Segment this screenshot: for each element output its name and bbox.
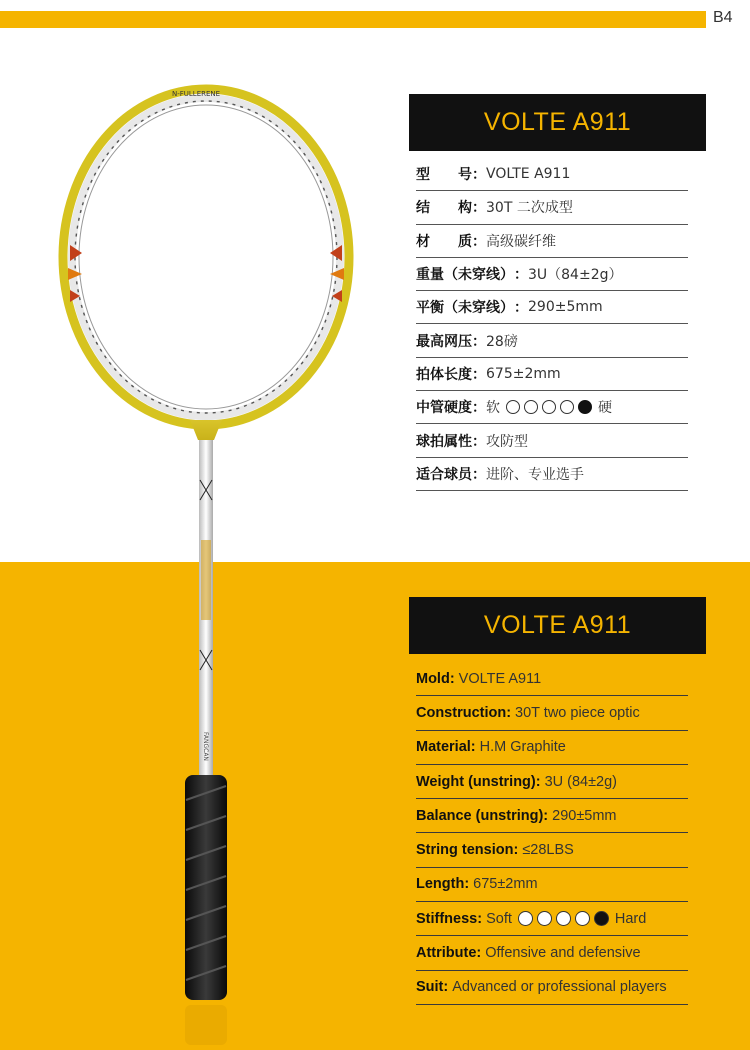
cn-title: VOLTE A911 — [409, 94, 706, 151]
en-row-length: Length: 675±2mm — [416, 868, 688, 902]
frame-decoration-left — [68, 245, 82, 302]
cn-row-length: 拍体长度 ： 675±2mm — [416, 358, 688, 391]
frame-decoration-right — [330, 245, 344, 302]
racket-throat — [190, 420, 222, 440]
cn-row-balance: 平衡（未穿线） ： 290±5mm — [416, 291, 688, 324]
stiffness-dot — [575, 911, 590, 926]
stiffness-dot — [542, 400, 556, 414]
en-row-stiffness: Stiffness: Soft Hard — [416, 902, 688, 936]
cn-row-model: 型 号 ： VOLTE A911 — [416, 158, 688, 191]
racket-frame-inner — [72, 98, 340, 416]
stiffness-dot — [560, 400, 574, 414]
shaft-brand-text: FANGCAN — [202, 732, 209, 761]
stiffness-dot-selected — [594, 911, 609, 926]
en-row-material: Material: H.M Graphite — [416, 731, 688, 765]
cn-row-weight: 重量（未穿线） ： 3U（84±2g） — [416, 258, 688, 291]
cn-row-suit: 适合球员 ： 进阶、专业选手 — [416, 458, 688, 491]
en-row-mold: Mold: VOLTE A911 — [416, 662, 688, 696]
page-code: B4 — [713, 9, 733, 26]
stiffness-scale — [518, 911, 609, 926]
cn-spec-list — [416, 158, 688, 491]
en-row-construction: Construction: 30T two piece optic — [416, 696, 688, 730]
stiffness-dot — [518, 911, 533, 926]
racket-frame-outer — [63, 89, 349, 425]
stiffness-dot — [506, 400, 520, 414]
cn-row-tension: 最高网压 ： 28磅 — [416, 324, 688, 357]
stiffness-dot — [524, 400, 538, 414]
frame-logo-text: N-FULLERENE — [172, 90, 221, 98]
cn-label: 型 号 — [416, 167, 472, 184]
stiffness-dot — [556, 911, 571, 926]
stiffness-dot-selected — [578, 400, 592, 414]
stiffness-dot — [537, 911, 552, 926]
en-row-weight: Weight (unstring): 3U (84±2g) — [416, 765, 688, 799]
en-row-suit: Suit: Advanced or professional players — [416, 971, 688, 1005]
stiffness-scale — [506, 400, 592, 414]
cn-row-material: 材 质 ： 高级碳纤维 — [416, 225, 688, 258]
cn-row-construction: 结 构 ： 30T 二次成型 — [416, 191, 688, 224]
en-row-attribute: Attribute: Offensive and defensive — [416, 936, 688, 970]
en-row-tension: String tension: ≤28LBS — [416, 833, 688, 867]
en-row-balance: Balance (unstring): 290±5mm — [416, 799, 688, 833]
en-spec-list — [416, 662, 688, 1005]
cn-row-stiffness: 中管硬度 ： 软 硬 — [416, 391, 688, 424]
cn-value: VOLTE A911 — [486, 166, 571, 183]
cn-row-attribute: 球拍属性 ： 攻防型 — [416, 424, 688, 457]
en-title: VOLTE A911 — [409, 597, 706, 654]
